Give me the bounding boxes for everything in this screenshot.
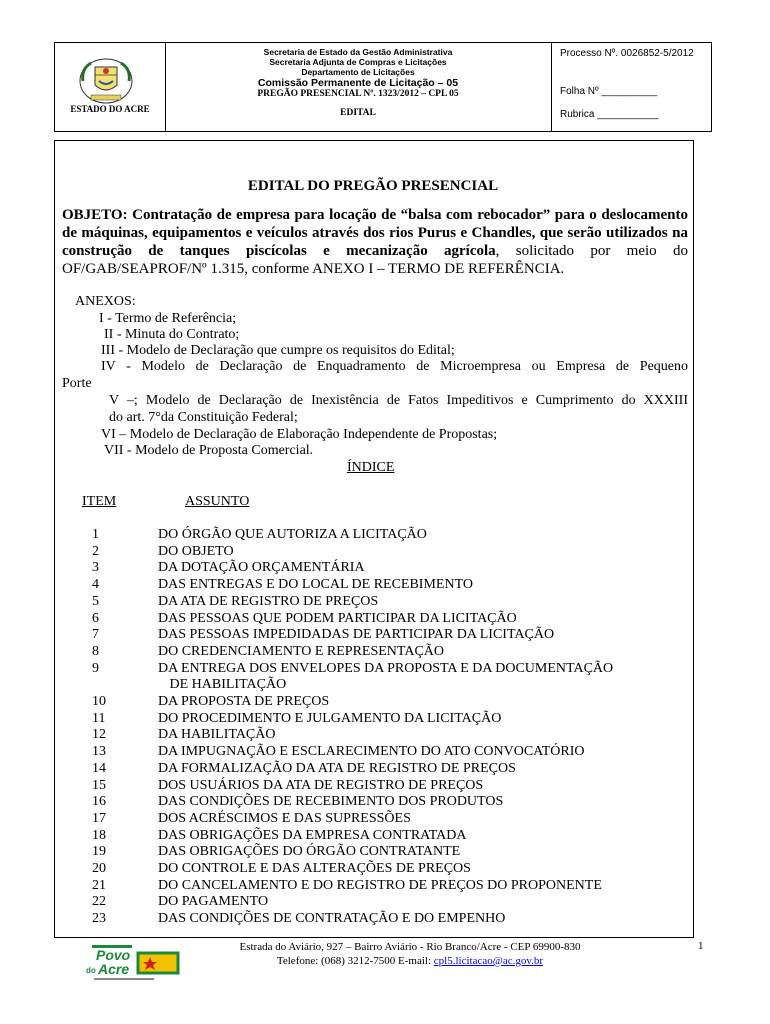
- index-row: [92, 844, 460, 860]
- anexo-v-cont: do art. 7°da Constituição Federal;: [109, 410, 298, 425]
- anexo-iv-cont: Porte: [62, 376, 92, 391]
- document-title: EDITAL DO PREGÃO PRESENCIAL: [247, 178, 499, 194]
- index-item-number: 22: [92, 894, 106, 910]
- index-item-number: 5: [92, 593, 99, 609]
- index-row: [92, 861, 471, 877]
- column-header-item: ITEM: [82, 494, 117, 509]
- index-item-number: 6: [92, 610, 99, 626]
- index-item-subject: DA ATA DE REGISTRO DE PREÇOS: [158, 593, 379, 609]
- index-item-number: 18: [92, 827, 106, 843]
- column-header-assunto: ASSUNTO: [185, 494, 250, 509]
- index-row: [92, 711, 501, 727]
- footer-address: Estrada do Aviário, 927 – Bairro Aviário - Rio Branco/Acre - CEP 69900-830: [239, 941, 581, 953]
- header-process-cell: [551, 43, 712, 131]
- index-row: [92, 627, 554, 643]
- index-item-subject: DO PAGAMENTO: [158, 894, 269, 910]
- index-row: [92, 560, 365, 576]
- index-row: [92, 644, 444, 660]
- index-item-subject: DO CREDENCIAMENTO E REPRESENTAÇÃO: [158, 643, 445, 659]
- index-item-number: 19: [92, 844, 106, 860]
- index-row: [92, 661, 613, 677]
- index-item-subject: DOS USUÁRIOS DA ATA DE REGISTRO DE PREÇOS: [158, 777, 484, 793]
- index-item-subject: DAS OBRIGAÇÕES DA EMPRESA CONTRATADA: [158, 827, 467, 843]
- index-item-number: 16: [92, 794, 106, 810]
- processo-number: Processo Nº. 0026852-5/2012: [560, 48, 694, 59]
- secretaria-adjunta-line: Secretaria Adjunta de Compras e Licitações: [269, 57, 447, 67]
- index-item-number: 12: [92, 727, 106, 743]
- footer-contact: [150, 954, 670, 968]
- anexo-i: I - Termo de Referência;: [99, 311, 237, 326]
- rubrica-field: Rubrica ___________: [560, 109, 659, 120]
- index-item-number: 14: [92, 760, 106, 776]
- index-row: [92, 544, 234, 560]
- index-row: [92, 794, 503, 810]
- index-row: [92, 828, 466, 844]
- index-row: [92, 694, 329, 710]
- document-header: [54, 42, 712, 132]
- index-item-number: 7: [92, 627, 99, 643]
- estado-label: ESTADO DO ACRE: [70, 104, 150, 114]
- index-item-subject: DO ÓRGÃO QUE AUTORIZA A LICITAÇÃO: [158, 527, 427, 542]
- objeto-rest: , solicitado por meio do OF/GAB/SEAPROF/Nº 1.315, conforme ANEXO I – TERMO DE REFERÊNCIA.: [62, 243, 688, 277]
- index-item-number: 3: [92, 560, 99, 576]
- departamento-line: Departamento de Licitações: [301, 67, 415, 77]
- svg-text:do: do: [86, 966, 96, 975]
- anexo-iii: III - Modelo de Declaração que cumpre os requisitos do Edital;: [101, 343, 455, 358]
- header-center-cell: [166, 43, 550, 131]
- index-item-subject: DAS PESSOAS IMPEDIDADAS DE PARTICIPAR DA LICITAÇÃO: [158, 627, 555, 643]
- svg-text:Povo: Povo: [96, 947, 131, 963]
- anexo-vi: VI – Modelo de Declaração de Elaboração Independente de Propostas;: [101, 427, 498, 442]
- anexos-label: ANEXOS:: [75, 294, 136, 309]
- footer-email-link[interactable]: cpl5.licitacao@ac.gov.br: [433, 955, 544, 967]
- index-item-subject: DO CONTROLE E DAS ALTERAÇÕES DE PREÇOS: [158, 861, 471, 876]
- index-row: [92, 894, 268, 910]
- index-row: [92, 577, 473, 593]
- index-row: [92, 727, 275, 743]
- index-item-number: 21: [92, 877, 106, 893]
- index-row: [92, 611, 517, 627]
- pregao-line: PREGÃO PRESENCIAL Nº. 1323/2012 – CPL 05: [257, 89, 459, 99]
- index-row: [92, 761, 516, 777]
- index-item-number: 2: [92, 543, 99, 559]
- objeto-paragraph: [62, 206, 688, 278]
- index-row: [92, 878, 602, 894]
- index-item-number: 13: [92, 744, 106, 760]
- index-item-number: 10: [92, 694, 106, 709]
- index-item-number: 15: [92, 777, 106, 793]
- index-item-subject: DO PROCEDIMENTO E JULGAMENTO DA LICITAÇÃO: [158, 710, 502, 726]
- index-item-subject: DA ENTREGA DOS ENVELOPES DA PROPOSTA E DA DOCUMENTAÇÃO: [158, 660, 614, 676]
- index-item-subject: DA IMPUGNAÇÃO E ESCLARECIMENTO DO ATO CONVOCATÓRIO: [158, 744, 585, 760]
- indice-title: ÍNDICE: [347, 460, 395, 475]
- index-item-number: 9: [92, 660, 99, 676]
- index-item-subject: DA HABILITAÇÃO: [158, 727, 276, 743]
- index-row: [92, 911, 505, 927]
- header-seal-cell: [55, 43, 166, 131]
- index-row: [92, 778, 483, 794]
- anexo-vii: VII - Modelo de Proposta Comercial.: [104, 443, 314, 458]
- index-item-subject: DAS OBRIGAÇÕES DO ÓRGÃO CONTRATANTE: [158, 844, 461, 860]
- index-item-subject: DA PROPOSTA DE PREÇOS: [158, 694, 330, 709]
- footer-address-block: [150, 940, 670, 968]
- anexo-ii: II - Minuta do Contrato;: [104, 327, 240, 342]
- index-row: [92, 594, 378, 610]
- comissao-line: Comissão Permanente de Licitação – 05: [257, 77, 459, 89]
- index-item-number: 23: [92, 911, 106, 927]
- index-item-number: 20: [92, 861, 106, 876]
- coat-of-arms-icon: [77, 51, 135, 109]
- index-item-subject: DO OBJETO: [158, 543, 234, 559]
- anexo-v: V –; Modelo de Declaração de Inexistência de Fatos Impeditivos e Cumprimento do XXXIII: [109, 393, 688, 408]
- index-item-number: 1: [92, 527, 99, 542]
- folha-field: Folha Nº __________: [560, 86, 658, 97]
- objeto-bold: OBJETO: Contratação de empresa para locação de “balsa com rebocador” para o deslocamento de máquinas, equipamentos e veículos através dos rios Purus e Chandles, que serão utilizados na construção de tanques piscícolas e mecanização agrícola: [62, 207, 688, 259]
- index-item-subject: DAS ENTREGAS E DO LOCAL DE RECEBIMENTO: [158, 577, 473, 593]
- index-item-subject: DAS PESSOAS QUE PODEM PARTICIPAR DA LICITAÇÃO: [158, 610, 517, 626]
- anexo-iv: IV - Modelo de Declaração de Enquadramento de Microempresa ou Empresa de Pequeno: [101, 359, 688, 374]
- index-item-number: 4: [92, 577, 99, 593]
- page-number: 1: [698, 940, 704, 952]
- index-item-subject: DE HABILITAÇÃO: [166, 677, 287, 693]
- index-row: [92, 811, 411, 827]
- index-row: [92, 527, 427, 543]
- index-item-subject: DO CANCELAMENTO E DO REGISTRO DE PREÇOS DO PROPONENTE: [158, 877, 602, 893]
- svg-text:Acre: Acre: [98, 961, 130, 977]
- index-item-subject: DA DOTAÇÃO ORÇAMENTÁRIA: [158, 560, 365, 576]
- index-item-subject: DAS CONDIÇÕES DE RECEBIMENTO DOS PRODUTOS: [158, 794, 504, 810]
- edital-line: EDITAL: [340, 108, 376, 118]
- secretaria-line: Secretaria de Estado da Gestão Administrativa: [263, 47, 453, 57]
- index-row: [92, 677, 286, 693]
- index-row: [92, 744, 585, 760]
- index-item-subject: DOS ACRÉSCIMOS E DAS SUPRESSÕES: [158, 810, 411, 826]
- footer-phone: Telefone: (068) 3212-7500 E-mail:: [276, 955, 434, 967]
- index-item-subject: DAS CONDIÇÕES DE CONTRATAÇÃO E DO EMPENHO: [158, 911, 506, 927]
- index-item-number: 11: [92, 710, 106, 726]
- index-item-number: 8: [92, 643, 99, 659]
- index-item-number: 17: [92, 810, 106, 826]
- index-item-subject: DA FORMALIZAÇÃO DA ATA DE REGISTRO DE PREÇOS: [158, 760, 516, 776]
